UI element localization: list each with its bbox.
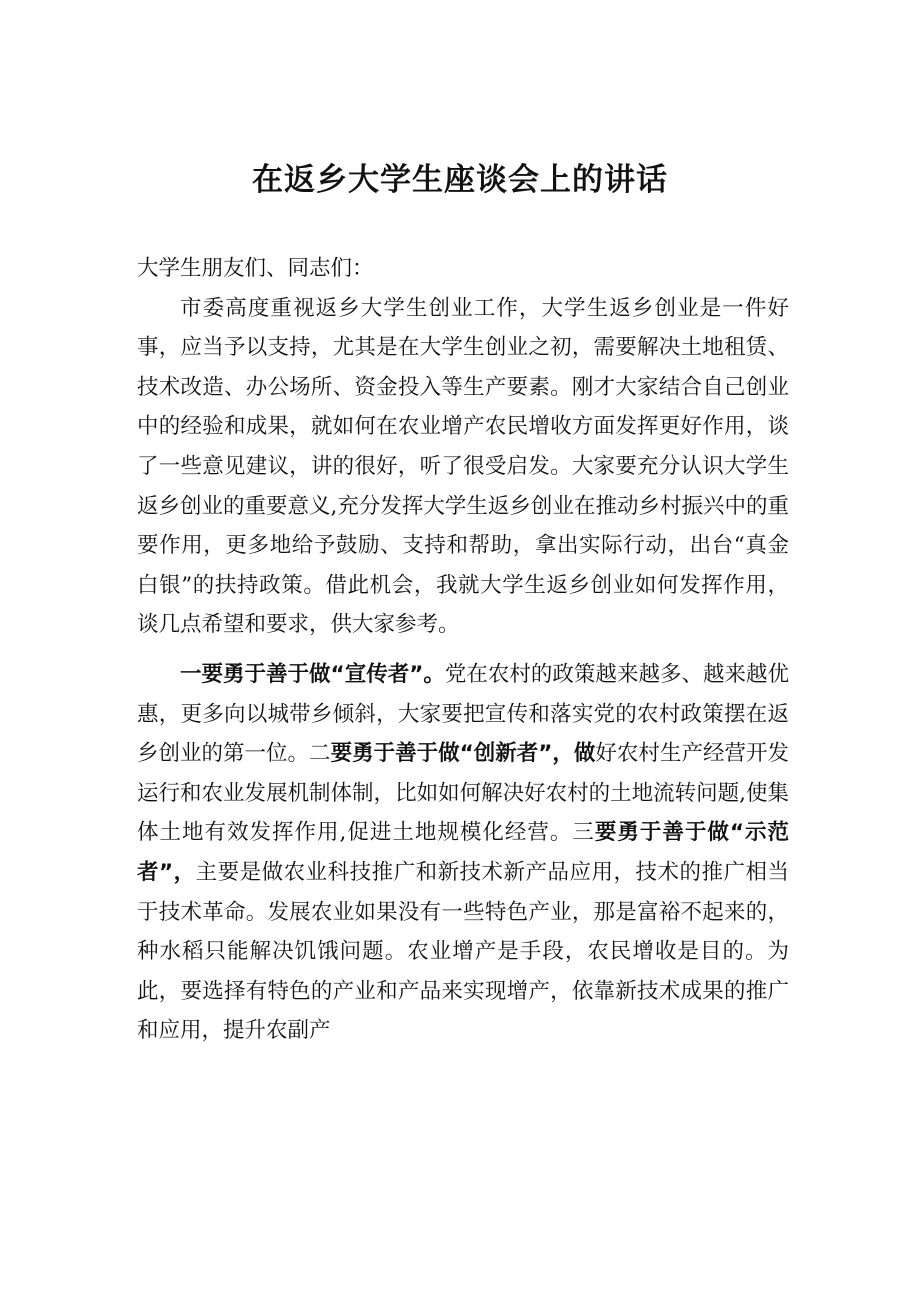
point-two-text: 好农村生产经营开发运行和农业发展机制体制，比如如何解决好农村的土地流转问题,使集体土地有效发挥作用,促进土地规模化经营。三 [137,741,789,846]
point-two-heading: 要勇于善于做“创新者”，做 [330,741,596,767]
salutation: 大学生朋友们、同志们： [137,256,374,281]
paragraph-intro: 市委高度重视返乡大学生创业工作，大学生返乡创业是一件好事，应当予以支持，尤其是在大学生创业之初，需要解决土地租赁、技术改造、办公场所、资金投入等生产要素。刚才大家结合自己创业中的经验和成果，就如何在农业增产农民增收方面发挥更好作用，谈了一些意见建议，讲的很好，听了很受启发。大家要充分认识大学生返乡创业的重要意义,充分发挥大学生返乡创业在推动乡村振兴中的重要作用，更多地给予鼓励、支持和帮助，拿出实际行动，出台“真金白银”的扶持政策。借此机会，我就大学生返乡创业如何发挥作用，谈几点希望和要求，供大家参考。 [137,295,789,638]
point-one-text: 党在农村的政策越来越多、越来越优惠，更多向以城带乡倾斜，大家要把宣传和落实党的农村政策摆在返乡创业的第一位。二 [137,661,789,767]
point-three-heading: 要勇于善于做“示范者”， [137,820,789,885]
document-title: 在返乡大学生座谈会上的讲话 [252,162,668,198]
paragraph-requirements [137,655,789,1051]
point-three-text: 主要是做农业科技推广和新技术新产品应用，技术的推广相当于技术革命。发展农业如果没有一些特色产业，那是富裕不起来的，种水稻只能解决饥饿问题。农业增产是手段，农民增收是目的。为此，要选择有特色的产业和产品来实现增产，依靠新技术成果的推广和应用，提升农副产 [137,859,789,1044]
point-one-heading: 一要勇于善于做“宣传者”。 [180,661,445,687]
document-body [137,249,789,1051]
